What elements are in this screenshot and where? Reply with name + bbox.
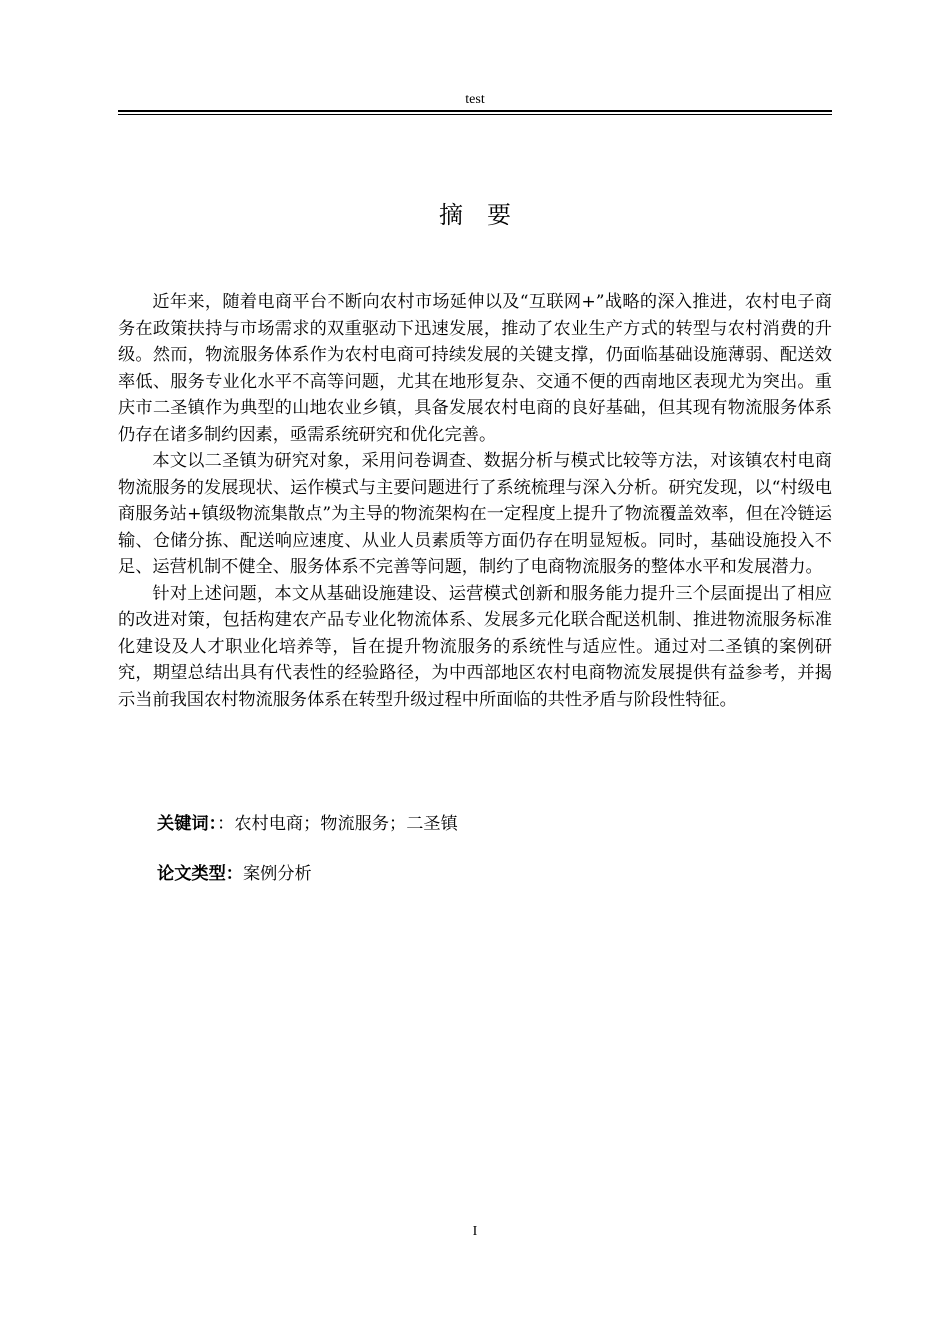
abstract-body bbox=[118, 289, 832, 713]
paper-type-line bbox=[157, 862, 312, 886]
running-header: test bbox=[465, 92, 485, 107]
abstract-paragraph-1: 近年来，随着电商平台不断向农村市场延伸以及“互联网+”战略的深入推进，农村电子商务在政策扶持与市场需求的双重驱动下迅速发展，推动了农业生产方式的转型与农村消费的升级。然而，物流服务体系作为农村电商可持续发展的关键支撑，仍面临基础设施薄弱、配送效率低、服务专业化水平不高等问题，尤其在地形复杂、交通不便的西南地区表现尤为突出。重庆市二圣镇作为典型的山地农业乡镇，具备发展农村电商的良好基础，但其现有物流服务体系仍存在诸多制约因素，亟需系统研究和优化完善。 bbox=[118, 292, 832, 445]
paper-type-label: 论文类型： bbox=[157, 864, 243, 884]
keywords-line bbox=[157, 812, 458, 836]
abstract-paragraph-2: 本文以二圣镇为研究对象，采用问卷调查、数据分析与模式比较等方法，对该镇农村电商物流服务的发展现状、运作模式与主要问题进行了系统梳理与深入分析。研究发现，以“村级电商服务站+镇级物流集散点”为主导的物流架构在一定程度上提升了物流覆盖效率，但在冷链运输、仓储分拣、配送响应速度、从业人员素质等方面仍存在明显短板。同时，基础设施投入不足、运营机制不健全、服务体系不完善等问题，制约了电商物流服务的整体水平和发展潜力。 bbox=[118, 451, 832, 577]
page-number: I bbox=[472, 1224, 478, 1239]
header-rule-thin bbox=[118, 114, 832, 115]
keywords-value: ：农村电商；物流服务；二圣镇 bbox=[217, 814, 458, 834]
paper-type-value: 案例分析 bbox=[242, 864, 312, 884]
abstract-title: 摘要 bbox=[439, 201, 535, 229]
abstract-paragraph-3: 针对上述问题，本文从基础设施建设、运营模式创新和服务能力提升三个层面提出了相应的改进对策，包括构建农产品专业化物流体系、发展多元化联合配送机制、推进物流服务标准化建设及人才职业化培养等，旨在提升物流服务的系统性与适应性。通过对二圣镇的案例研究，期望总结出具有代表性的经验路径，为中西部地区农村电商物流发展提供有益参考，并揭示当前我国农村物流服务体系在转型升级过程中所面临的共性矛盾与阶段性特征。 bbox=[118, 583, 832, 710]
keywords-label: 关键词： bbox=[157, 814, 218, 834]
header-rule-thick bbox=[118, 110, 832, 112]
